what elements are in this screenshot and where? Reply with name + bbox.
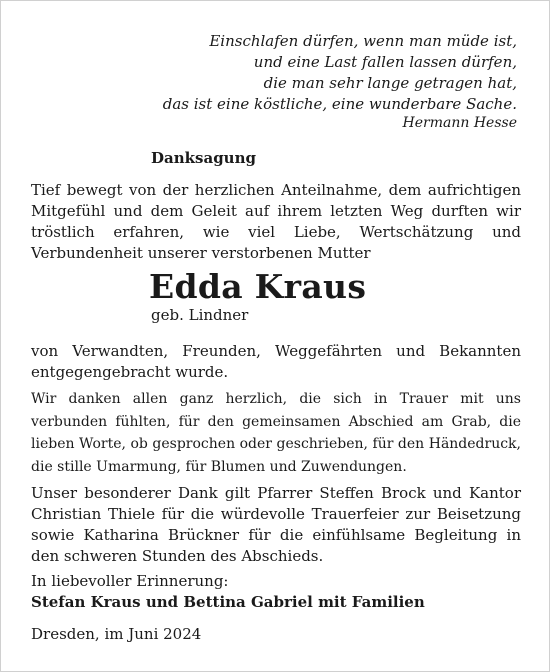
poem-author: Hermann Hesse — [402, 115, 517, 131]
deceased-name: Edda Kraus — [149, 267, 367, 306]
closing-intro: In liebevoller Erinnerung: — [31, 572, 229, 590]
poem-line: und eine Last fallen lassen dürfen, — [253, 53, 517, 71]
notice-heading: Danksagung — [151, 149, 256, 167]
special-thanks-paragraph: Unser besonderer Dank gilt Pfarrer Steffen Brock und Kantor Christian Thiele für die würdevolle Trauerfeier zur Beisetzung sowie Katharina Brückner für die einfühlsame Begleitung in den schweren Stunden des Abschieds. — [31, 484, 521, 565]
thanks-paragraph: Wir danken allen ganz herzlich, die sich in Trauer mit uns verbunden fühlten, für den gemeinsamen Abschied am Grab, die lieben Worte, ob gesprochen oder geschrieben, für den Händedruck, die stille Umarmung, für Blumen und Zuwendungen. — [31, 391, 521, 475]
poem-line: Einschlafen dürfen, wenn man müde ist, — [209, 32, 517, 50]
intro-paragraph: Tief bewegt von der herzlichen Anteilnahme, dem aufrichtigen Mitgefühl und dem Geleit auf ihrem letzten Weg durften wir tröstlich erfahren, wie viel Liebe, Wertschätzung und Verbundenheit unserer verstorbenen Mutter — [31, 181, 521, 262]
maiden-name: geb. Lindner — [151, 306, 249, 324]
after-name-paragraph: von Verwandten, Freunden, Weggefährten und Bekannten entgegengebracht wurde. — [31, 342, 521, 381]
closing-block — [31, 571, 425, 613]
place-date: Dresden, im Juni 2024 — [31, 625, 202, 643]
poem-quote — [163, 31, 517, 115]
poem-line: die man sehr lange getragen hat, — [263, 74, 517, 92]
signers: Stefan Kraus und Bettina Gabriel mit Familien — [31, 593, 425, 611]
poem-line: das ist eine köstliche, eine wunderbare Sache. — [162, 95, 517, 113]
